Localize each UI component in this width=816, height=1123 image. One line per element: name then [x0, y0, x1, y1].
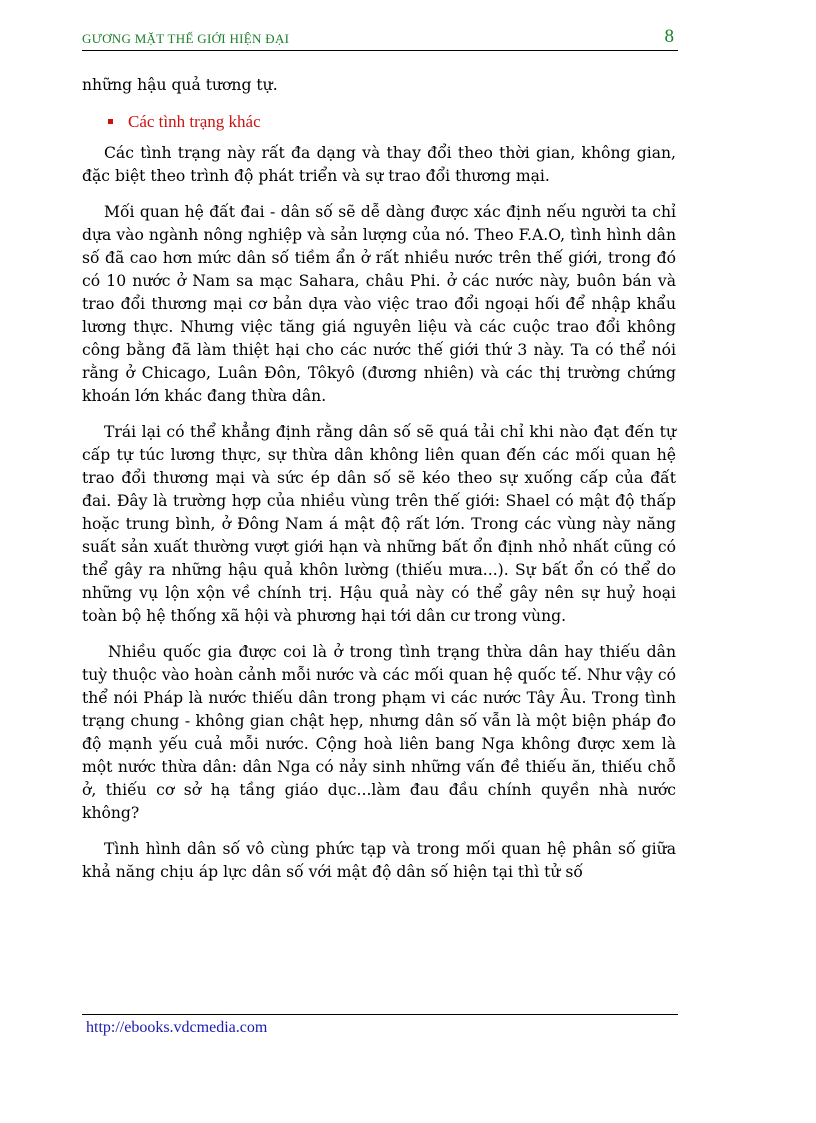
page-header	[82, 28, 678, 51]
footer-divider	[82, 1014, 678, 1015]
page-number: 8	[664, 26, 674, 47]
header-title: GƯƠNG MẶT THẾ GIỚI HIỆN ĐẠI	[82, 31, 290, 46]
square-bullet-icon	[108, 119, 113, 124]
footer-link[interactable]: http://ebooks.vdcmedia.com	[86, 1019, 268, 1036]
section-heading-text: Các tình trạng khác	[128, 112, 261, 131]
intro-line: những hậu quả tương tự.	[82, 76, 278, 94]
page-body	[82, 74, 676, 897]
paragraph: Các tình trạng này rất đa dạng và thay đổi theo thời gian, không gian, đặc biệt theo trình độ phát triển và sự trao đổi thương mại.	[82, 144, 676, 185]
paragraph: Nhiều quốc gia được coi là ở trong tình trạng thừa dân hay thiếu dân tuỳ thuộc vào hoàn cảnh mỗi nước và các mối quan hệ quốc tế. Như vậy có thể nói Pháp là nước thiếu dân trong phạm vi các nước Tây Âu. Trong tình trạng chung - không gian chật hẹp, nhưng dân số vẫn là một biện pháp đo độ mạnh yếu cuả mỗi nước. Cộng hoà liên bang Nga không được xem là một nước thừa dân: dân Nga có nảy sinh những vấn đề thiếu ăn, thiếu chỗ ở, thiếu cơ sở hạ tầng giáo dục...làm đau đầu chính quyền nhà nước không?	[82, 643, 676, 822]
paragraph: Mối quan hệ đất đai - dân số sẽ dễ dàng được xác định nếu người ta chỉ dựa vào ngành nông nghiệp và sản lượng của nó. Theo F.A.O, tình hình dân số đã cao hơn mức dân số tiềm ẩn ở rất nhiều nước trên thế giới, trong đó có 10 nước ở Nam sa mạc Sahara, châu Phi. ở các nước này, buôn bán và trao đổi thương mại cơ bản dựa vào việc trao đổi ngoại hối để nhập khẩu lương thực. Nhưng việc tăng giá nguyên liệu và các cuộc trao đổi không công bằng đã làm thiệt hại cho các nước thế giới thứ 3 này. Ta có thể nói rằng ở Chicago, Luân Đôn, Tôkyô (đương nhiên) và các thị trường chứng khoán lớn khác đang thừa dân.	[82, 203, 676, 405]
paragraph: Trái lại có thể khẳng định rằng dân số sẽ quá tải chỉ khi nào đạt đến tự cấp tự túc lương thực, sự thừa dân không liên quan đến các mối quan hệ trao đổi thương mại và sức ép dân số sẽ kéo theo sự xuống cấp của đất đai. Đây là trường hợp của nhiều vùng trên thế giới: Shael có mật độ thấp hoặc trung bình, ở Đông Nam á mật độ rất lớn. Trong các vùng này năng suất sản xuất thường vượt giới hạn và những bất ổn định nhỏ nhất cũng có thể gây ra những hậu quả khôn lường (thiếu mưa...). Sự bất ổn có thể do những vụ lộn xộn về chính trị. Hậu quả này có thể gây nên sự huỷ hoại toàn bộ hệ thống xã hội và phương hại tới dân cư trong vùng.	[82, 423, 676, 625]
section-heading	[82, 110, 676, 133]
paragraph: Tình hình dân số vô cùng phức tạp và trong mối quan hệ phân số giữa khả năng chịu áp lực dân số với mật độ dân số hiện tại thì tử số	[82, 840, 676, 881]
